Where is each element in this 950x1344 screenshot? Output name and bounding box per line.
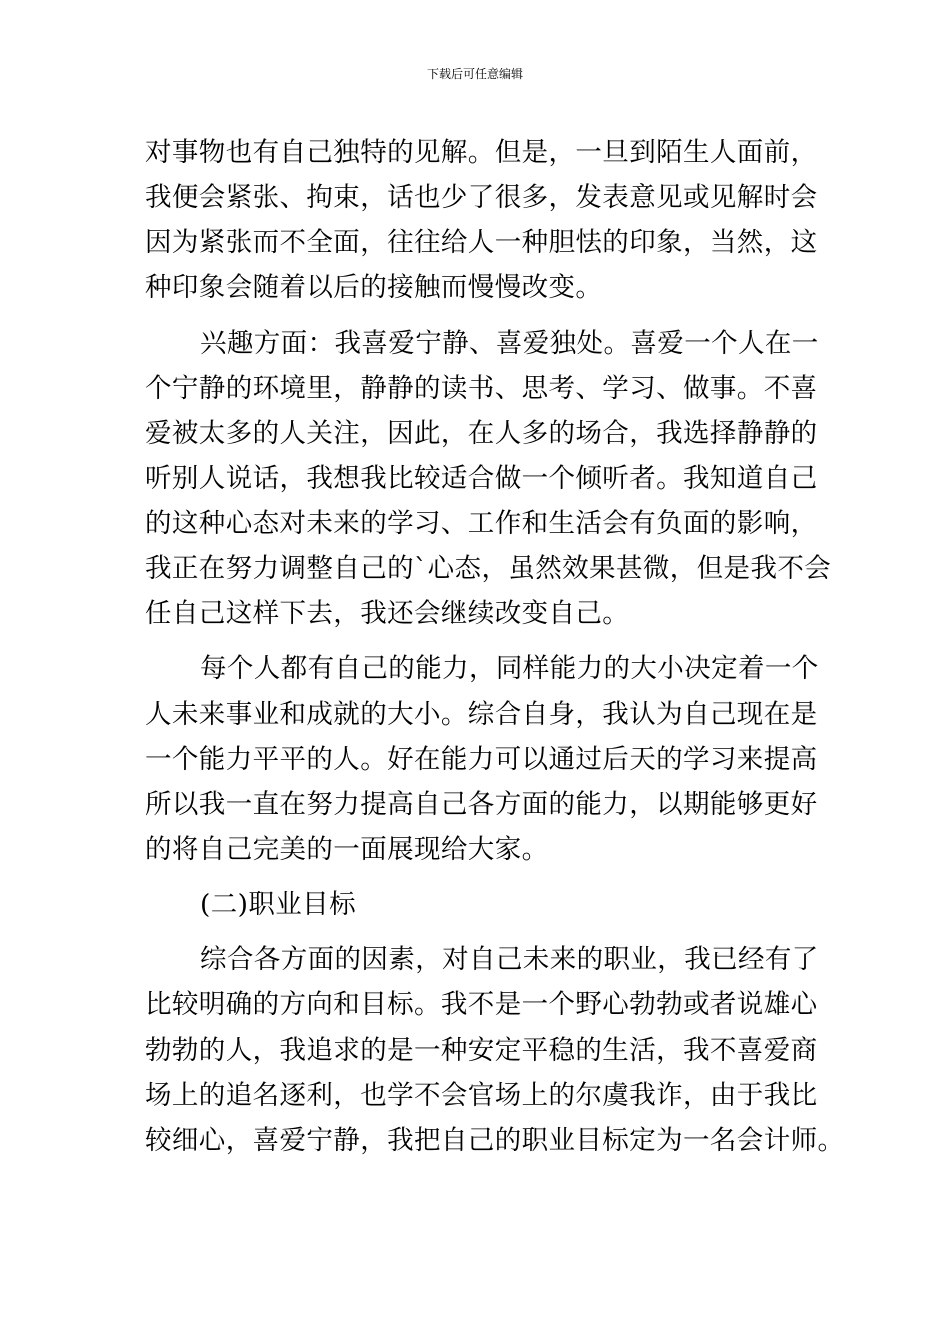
document-body bbox=[145, 130, 845, 1163]
text-line: 种印象会随着以后的接触而慢慢改变。 bbox=[145, 272, 603, 304]
paragraph-career-goal bbox=[145, 937, 845, 1162]
text-line: 场上的追名逐利，也学不会官场上的尔虞我诈，由于我比 bbox=[145, 1079, 818, 1111]
page-header: 下载后可任意编辑 bbox=[426, 67, 523, 81]
text-line: 兴趣方面：我喜爱宁静、喜爱独处。喜爱一个人在一 bbox=[200, 327, 819, 359]
text-line: 对事物也有自己独特的见解。但是，一旦到陌生人面前， bbox=[145, 137, 818, 168]
text-line: 较细心，喜爱宁静，我把自己的职业目标定为一名会计师。 bbox=[145, 1124, 845, 1156]
text-line: 综合各方面的因素，对自己未来的职业，我已经有了 bbox=[200, 944, 819, 976]
text-line: 一个能力平平的人。好在能力可以通过后天的学习来提高 bbox=[145, 743, 818, 775]
paragraph-abilities bbox=[145, 646, 819, 871]
text-line: 的这种心态对未来的学习、工作和生活会有负面的影响， bbox=[145, 507, 818, 539]
text-line: 任自己这样下去，我还会继续改变自己。 bbox=[145, 598, 630, 630]
text-line: 因为紧张而不全面，往往给人一种胆怯的印象，当然，这 bbox=[145, 227, 818, 259]
text-line: 的将自己完美的一面展现给大家。 bbox=[145, 833, 549, 865]
text-line: 个宁静的环境里，静静的读书、思考、学习、做事。不喜 bbox=[145, 372, 818, 404]
text-line: 爱被太多的人关注，因此，在人多的场合，我选择静静的 bbox=[145, 417, 818, 449]
paragraph-interests bbox=[145, 321, 832, 637]
text-line: 勃勃的人，我追求的是一种安定平稳的生活，我不喜爱商 bbox=[145, 1034, 818, 1066]
text-line: 我正在努力调整自己的`心态，虽然效果甚微，但是我不会 bbox=[145, 553, 832, 585]
section-heading-career-goal bbox=[145, 882, 810, 927]
text-line: 我便会紧张、拘束，话也少了很多，发表意见或见解时会 bbox=[145, 182, 818, 214]
paragraph-self-assessment-continued bbox=[145, 130, 818, 310]
text-line: 人未来事业和成就的大小。综合自身，我认为自己现在是 bbox=[145, 698, 818, 730]
section-heading: (二)职业目标 bbox=[200, 889, 356, 921]
text-line: 所以我一直在努力提高自己各方面的能力，以期能够更好 bbox=[145, 788, 818, 820]
text-line: 每个人都有自己的能力，同样能力的大小决定着一个 bbox=[200, 653, 819, 685]
text-line: 比较明确的方向和目标。我不是一个野心勃勃或者说雄心 bbox=[145, 989, 818, 1021]
text-line: 听别人说话，我想我比较适合做一个倾听者。我知道自己 bbox=[145, 462, 818, 494]
